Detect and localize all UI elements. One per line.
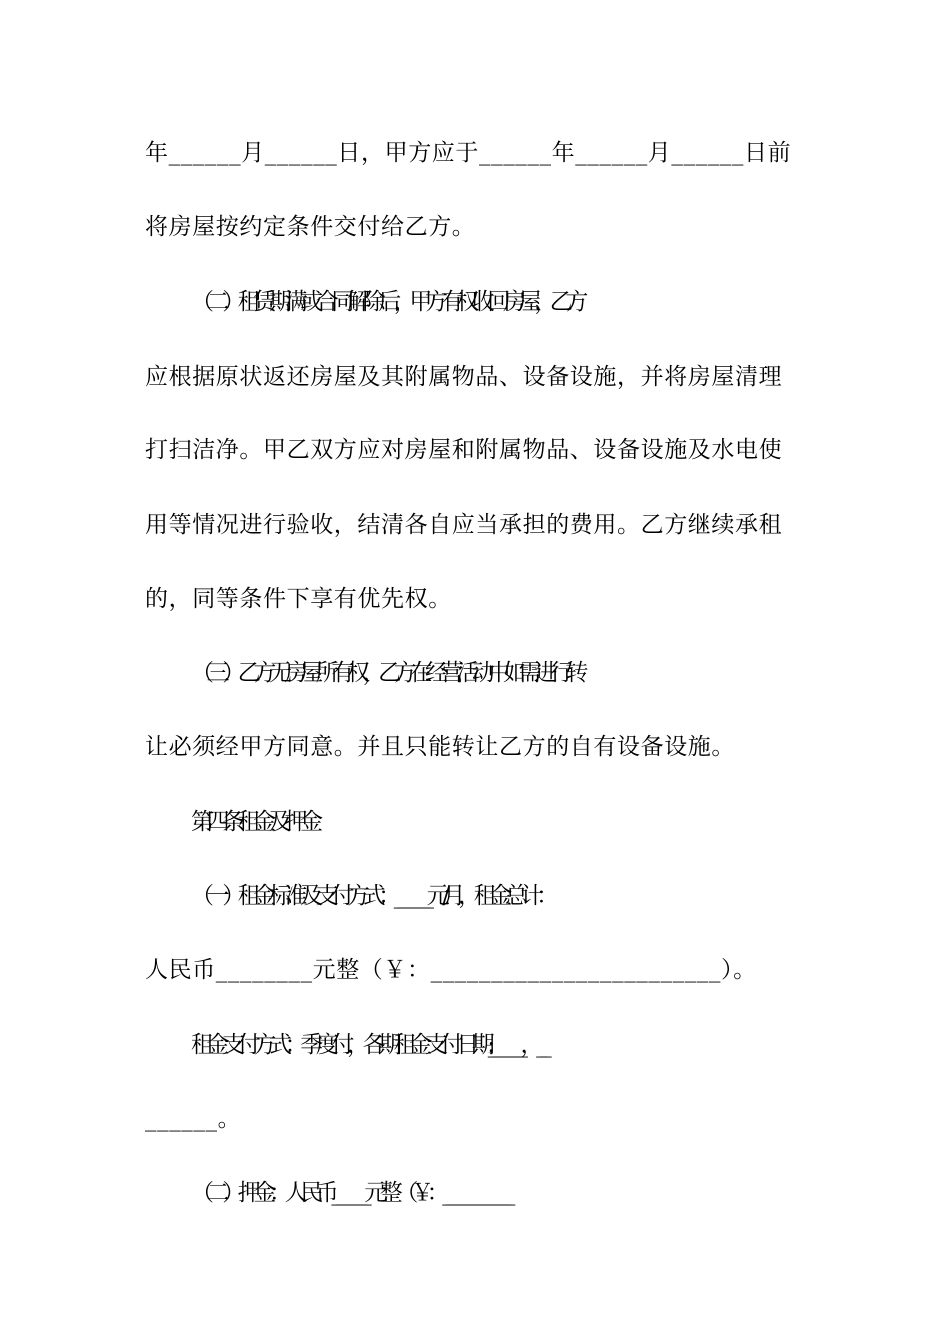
- text-line: 年______月______日，甲方应于______年______月______日前: [145, 140, 792, 166]
- text-line: 的，同等条件下享有优先权。: [145, 586, 452, 612]
- paragraph-start: （一）租金标准及支付方式：________元/月，租金总计：: [191, 883, 552, 909]
- text-line: 让必须经甲方同意。并且只能转让乙方的自有设备设施。: [145, 734, 735, 760]
- text-line: ______。: [145, 1106, 242, 1132]
- text-line: 打扫洁净。甲乙双方应对房屋和附属物品、设备设施及水电使: [145, 437, 783, 463]
- paragraph-start: （二）押金：人民币________元整（￥：________________: [191, 1180, 508, 1206]
- paragraph-start: （二）租赁期满或合同解除后，甲方有权收回房屋，乙方: [191, 289, 582, 315]
- paragraph-start: 租金支付方式：季度付，各期租金支付日期:________，__: [191, 1032, 545, 1058]
- text-line: 人民币________元整（￥：________________________）。: [145, 957, 757, 983]
- text-line: 将房屋按约定条件交付给乙方。: [145, 214, 476, 240]
- paragraph-start: （三）乙方无房屋所有权，乙方在经营活动中如需进行转: [191, 660, 582, 686]
- text-line: 应根据原状返还房屋及其附属物品、设备设施，并将房屋清理: [145, 364, 783, 390]
- text-line: 用等情况进行验收，结清各自应当承担的费用。乙方继续承租: [145, 512, 783, 538]
- section-heading: 第四条 租金及押金: [191, 809, 316, 835]
